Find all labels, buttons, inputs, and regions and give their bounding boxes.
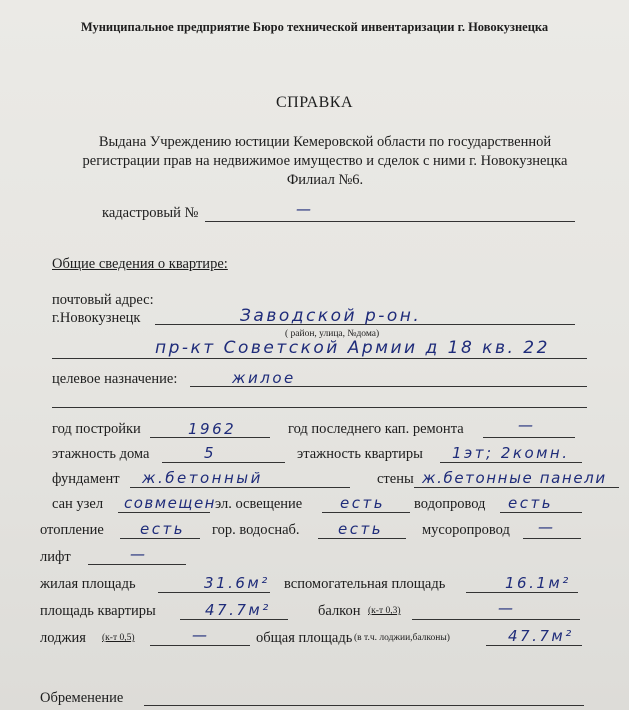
purpose-extra-underline <box>52 407 587 408</box>
bathroom-label: сан узел <box>52 496 104 512</box>
total-area-label: общая площадь <box>256 630 353 646</box>
heating-underline <box>120 538 200 539</box>
aux-area-underline <box>466 592 578 593</box>
heating-label: отопление <box>40 522 104 538</box>
garbage-underline <box>523 538 581 539</box>
foundation-underline <box>130 487 350 488</box>
floor-apt-value: 1эт; 2комн. <box>452 444 570 462</box>
aux-area-label: вспомогательная площадь <box>284 576 446 592</box>
apt-area-label: площадь квартиры <box>40 603 156 619</box>
loggia-label: лоджия <box>40 630 86 646</box>
address-label: почтовый адрес: <box>52 292 154 308</box>
year-built-label: год постройки <box>52 421 141 437</box>
floors-house-label: этажность дома <box>52 446 150 462</box>
loggia-value: — <box>192 626 210 644</box>
water-label: водопровод <box>414 496 486 512</box>
aux-area-value: 16.1м² <box>505 574 571 592</box>
bathroom-value: совмещен <box>124 494 216 512</box>
floor-apt-label: этажность квартиры <box>297 446 423 462</box>
walls-label: стены <box>377 471 414 487</box>
last-repair-value: — <box>518 416 536 434</box>
total-area-value: 47.7м² <box>508 627 574 645</box>
balcony-coef: (к-т 0,3) <box>368 606 401 616</box>
encumbrance-underline <box>144 705 584 706</box>
living-area-label: жилая площадь <box>40 576 136 592</box>
year-built-value: 1962 <box>188 420 237 438</box>
lift-value: — <box>130 545 148 563</box>
last-repair-label: год последнего кап. ремонта <box>288 421 464 437</box>
total-area-note: (в т.ч. лоджии,балконы) <box>354 633 450 643</box>
balcony-underline <box>412 619 580 620</box>
hot-water-label: гор. водоснаб. <box>212 522 300 538</box>
cadastral-label: кадастровый № <box>102 205 199 221</box>
lift-underline <box>88 564 186 565</box>
street-underline <box>52 358 587 359</box>
address-street: пр-кт Советской Армии д 18 кв. 22 <box>155 338 550 358</box>
electric-value: есть <box>340 494 386 512</box>
hot-water-value: есть <box>338 520 384 538</box>
address-district: Заводской р-он. <box>240 306 422 326</box>
bathroom-underline <box>118 512 210 513</box>
heating-value: есть <box>140 520 186 538</box>
section-title: Общие сведения о квартире: <box>52 256 228 272</box>
apt-area-underline <box>180 619 288 620</box>
cadastral-value: — <box>296 200 314 218</box>
last-repair-underline <box>483 437 575 438</box>
foundation-value: ж.бетонный <box>142 469 263 487</box>
purpose-label: целевое назначение: <box>52 371 178 387</box>
water-value: есть <box>508 494 554 512</box>
balcony-label: балкон <box>318 603 361 619</box>
floor-apt-underline <box>440 462 582 463</box>
electric-label: эл. освещение <box>215 496 303 512</box>
water-underline <box>500 512 582 513</box>
floors-house-value: 5 <box>204 444 217 462</box>
electric-underline <box>322 512 410 513</box>
garbage-label: мусоропровод <box>422 522 510 538</box>
hot-water-underline <box>318 538 406 539</box>
total-area-underline <box>486 645 582 646</box>
loggia-underline <box>150 645 250 646</box>
balcony-value: — <box>498 599 516 617</box>
living-area-underline <box>158 592 270 593</box>
encumbrance-label: Обременение <box>40 690 124 706</box>
walls-underline <box>414 487 619 488</box>
apt-area-value: 47.7м² <box>205 601 271 619</box>
floors-house-underline <box>162 462 285 463</box>
address-hint: ( район, улица, №дома) <box>285 329 380 339</box>
walls-value: ж.бетонные панели <box>422 469 607 487</box>
living-area-value: 31.6м² <box>204 574 270 592</box>
loggia-coef: (к-т 0,5) <box>102 633 135 643</box>
purpose-value: жилое <box>232 369 296 387</box>
organization-header: Муниципальное предприятие Бюро технической инвентаризации г. Новокузнецка <box>80 20 549 34</box>
document-title: СПРАВКА <box>275 94 354 111</box>
cadastral-underline <box>205 221 575 222</box>
lift-label: лифт <box>40 549 71 565</box>
foundation-label: фундамент <box>52 471 120 487</box>
address-city: г.Новокузнецк <box>52 310 141 326</box>
issued-to-paragraph: Выдана Учреждению юстиции Кемеровской области по государственной регистрации прав на недвижимое имущество и сделок с ними г. Новокузнецка Филиал №6. <box>82 134 568 188</box>
garbage-value: — <box>538 518 556 536</box>
